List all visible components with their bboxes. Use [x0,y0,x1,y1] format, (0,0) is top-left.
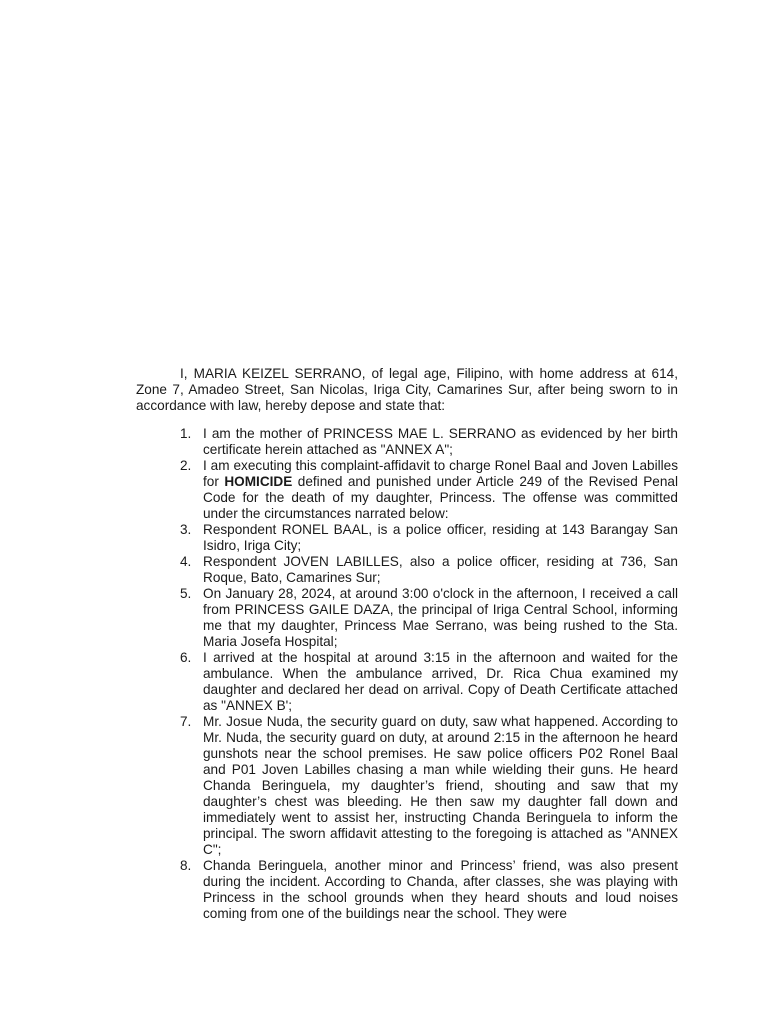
item-text-pre: I am executing this complaint-affidavit to charge Ronel Baal and Joven Labilles for [203,458,678,489]
charge-name: HOMICIDE [224,474,293,489]
numbered-list [136,426,678,922]
intro-paragraph: I, MARIA KEIZEL SERRANO, of legal age, Filipino, with home address at 614, Zone 7, Amadeo Street, San Nicolas, Iriga City, Camarines Sur, after being sworn to in accordance with law, hereby depose and state that: [136,366,678,413]
item-text: Respondent JOVEN LABILLES, also a police officer, residing at 736, San Roque, Bato, Camarines Sur; [203,554,678,585]
item-number: 4. [180,554,192,569]
item-number: 5. [180,586,192,601]
item-text: Respondent RONEL BAAL, is a police officer, residing at 143 Barangay San Isidro, Iriga City; [203,522,678,553]
list-item [136,458,678,522]
list-item [136,586,678,650]
list-item [136,650,678,714]
item-number: 1. [180,426,192,441]
list-item [136,858,678,922]
affidavit-body [136,366,678,922]
item-number: 7. [180,714,192,729]
item-number: 2. [180,458,192,473]
list-item [136,522,678,554]
item-text: On January 28, 2024, at around 3:00 o'clock in the afternoon, I received a call from PRINCESS GAILE DAZA, the principal of Iriga Central School, informing me that my daughter, Princess Mae Serrano, was being rushed to the Sta. Maria Josefa Hospital; [203,586,678,649]
item-text: I arrived at the hospital at around 3:15 in the afternoon and waited for the ambulance. When the ambulance arrived, Dr. Rica Chua examined my daughter and declared her dead on arrival. Copy of Death Certificate attached as "ANNEX B'; [203,650,678,713]
item-text: Mr. Josue Nuda, the security guard on duty, saw what happened. According to Mr. Nuda, the security guard on duty, at around 2:15 in the afternoon he heard gunshots near the school premises. He saw police officers P02 Ronel Baal and P01 Joven Labilles chasing a man while wielding their guns. He heard Chanda Beringuela, my daughter’s friend, shouting and saw that my daughter’s chest was bleeding. He then saw my daughter fall down and immediately went to assist her, instructing Chanda Beringuela to inform the principal. The sworn affidavit attesting to the foregoing is attached as "ANNEX C"; [203,714,678,857]
list-item [136,714,678,858]
item-text: Chanda Beringuela, another minor and Princess’ friend, was also present during the incident. According to Chanda, after classes, she was playing with Princess in the school grounds when they heard shouts and loud noises coming from one of the buildings near the school. They were [203,858,678,921]
item-text: I am the mother of PRINCESS MAE L. SERRANO as evidenced by her birth certificate herein attached as "ANNEX A"; [203,426,678,457]
item-number: 3. [180,522,192,537]
list-item [136,554,678,586]
list-item [136,426,678,458]
item-text-post: defined and punished under Article 249 of the Revised Penal Code for the death of my daughter, Princess. The offense was committed under the circumstances narrated below: [203,474,679,521]
item-number: 6. [180,650,192,665]
item-number: 8. [180,858,192,873]
